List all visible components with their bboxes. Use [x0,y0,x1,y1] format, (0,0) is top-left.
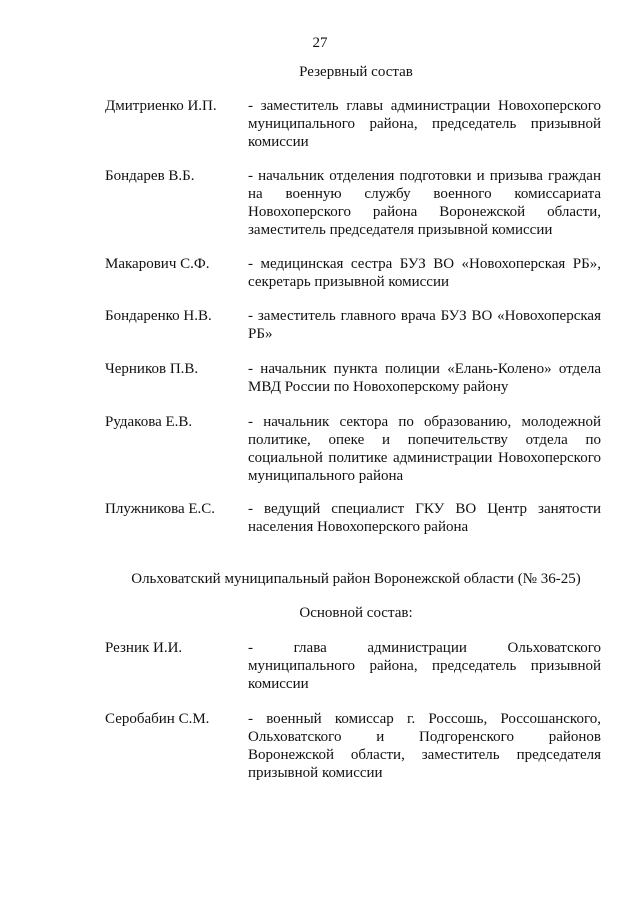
role-line: призывной комиссии [248,765,383,781]
role-line: - начальник отделения подготовки и призыва граждан [248,168,601,184]
role-line: МВД России по Новохоперскому району [248,379,509,395]
member-role [248,639,601,693]
page-number: 27 [312,35,328,51]
role-line: Воронежской области, заместитель председателя [248,747,601,763]
role-line: РБ» [248,326,273,342]
role-line: - военный комиссар г. Россошь, Россошанского, [248,711,601,727]
reserve-composition-heading: Резервный состав [299,64,413,80]
member-name: Бондаренко Н.В. [105,308,212,324]
member-name: Черников П.В. [105,361,199,377]
role-line: социальной политике администрации Новохоперского [248,450,601,466]
member-name: Макарович С.Ф. [105,256,210,272]
role-line: комиссии [248,676,309,692]
member-role [248,413,601,485]
member-name: Дмитриенко И.П. [105,98,217,114]
role-line: заместитель председателя призывной комиссии [248,222,553,238]
role-line: муниципального района [248,468,404,484]
role-line: - ведущий специалист ГКУ ВО Центр занятости [248,501,601,517]
role-line: - начальник пункта полиции «Елань-Колено» отдела [248,361,601,377]
role-line: комиссии [248,134,309,150]
role-line: - медицинская сестра БУЗ ВО «Новохоперская РБ», [248,256,601,272]
role-line: муниципального района, председатель призывной [248,116,601,132]
role-line: Новохоперского района Воронежской области, [248,204,601,220]
role-line: секретарь призывной комиссии [248,274,450,290]
member-role [248,500,601,536]
member-role [248,255,601,291]
member-role [248,97,601,151]
role-line: - глава администрации Ольховатского [248,640,601,656]
role-line: населения Новохоперского района [248,519,469,535]
role-line: - начальник сектора по образованию, молодежной [248,414,601,430]
role-line: Ольховатского и Подгоренского районов [248,729,601,745]
member-role [248,307,601,343]
role-line: на военную службу военного комиссариата [248,186,601,202]
role-line: муниципального района, председатель призывной [248,658,601,674]
member-name: Плужникова Е.С. [105,501,216,517]
member-name: Бондарев В.Б. [105,168,195,184]
member-name: Серобабин С.М. [105,711,210,727]
main-composition-heading: Основной состав: [299,605,413,621]
member-role [248,167,601,239]
role-line: политике, опеке и попечительству отдела по [248,432,601,448]
member-role [248,710,601,782]
member-name: Рудакова Е.В. [105,414,193,430]
district-heading: Ольховатский муниципальный район Воронежской области (№ 36-25) [131,571,581,587]
member-name: Резник И.И. [105,640,183,656]
role-line: - заместитель главы администрации Новохоперского [248,98,601,114]
member-role [248,360,601,396]
role-line: - заместитель главного врача БУЗ ВО «Новохоперская [248,308,601,324]
